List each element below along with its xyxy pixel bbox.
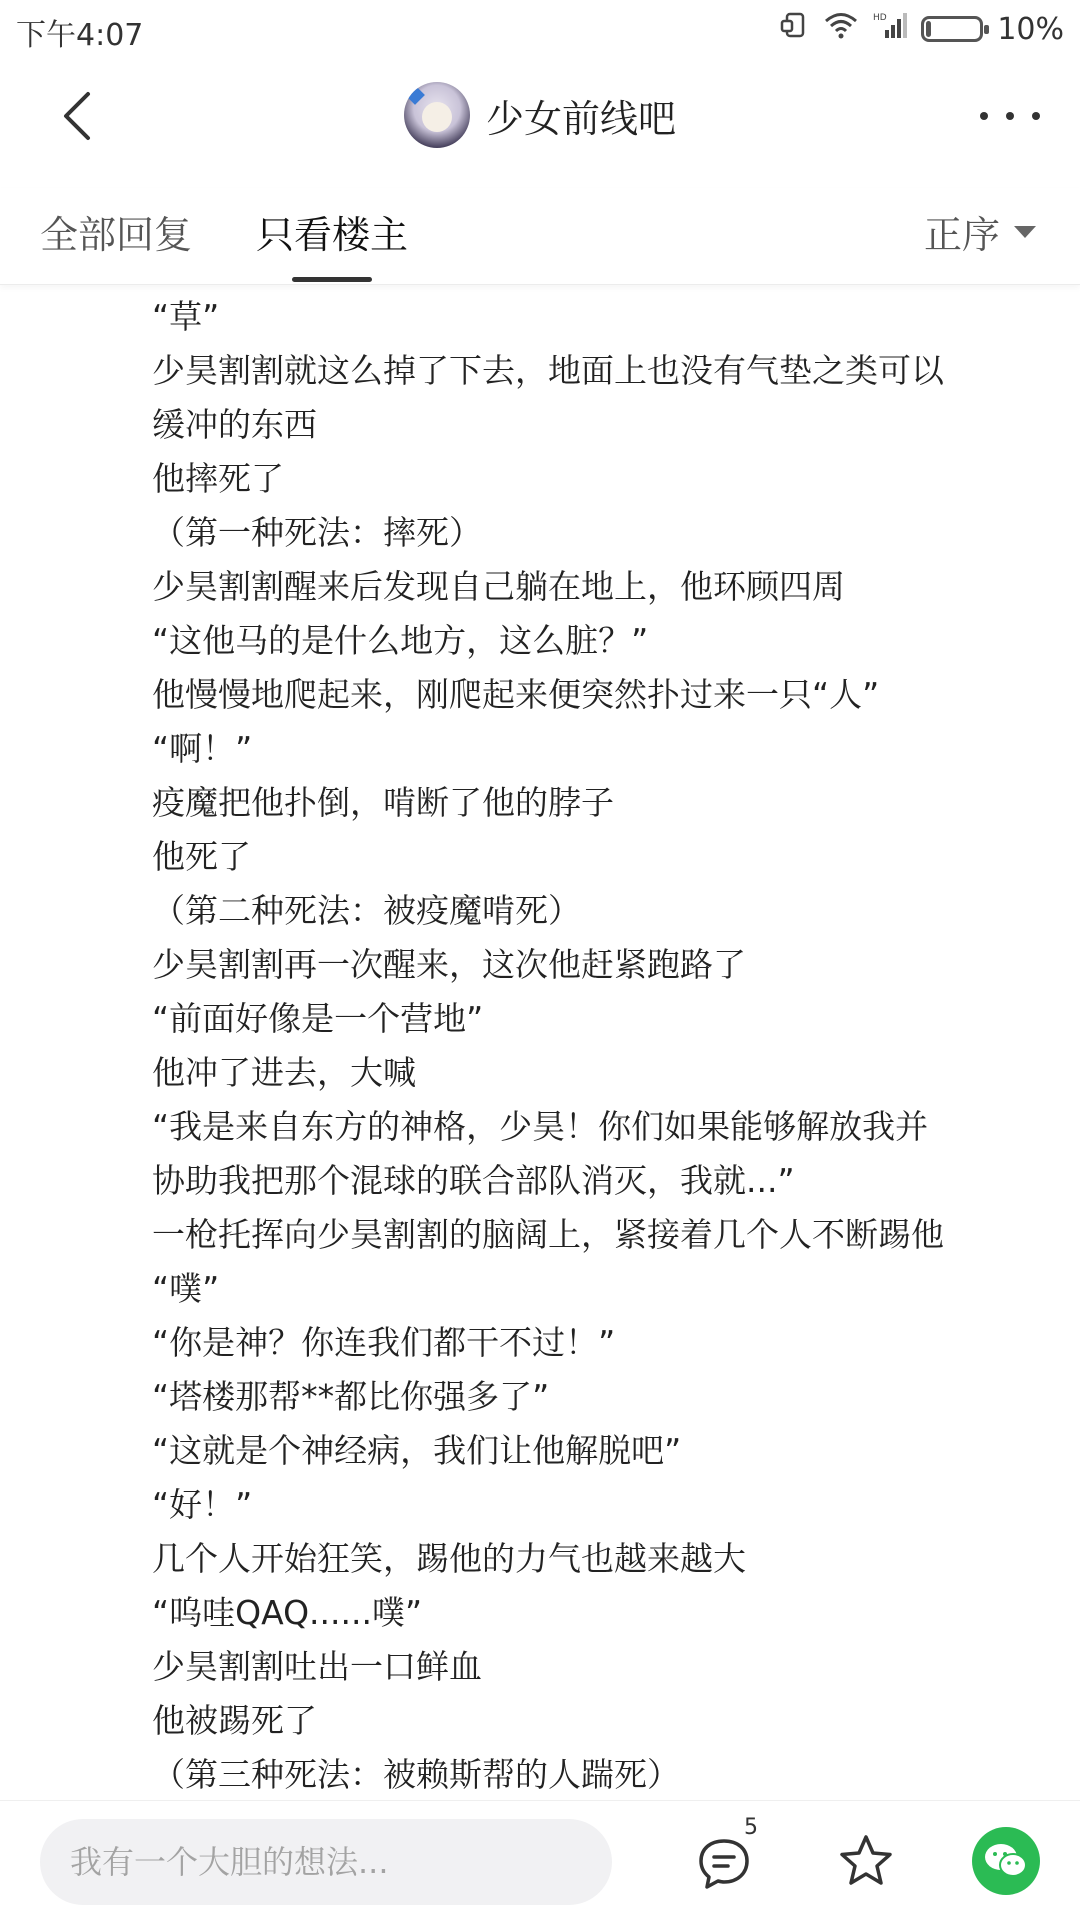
favorite-button[interactable] [836,1831,896,1891]
post-text-line: “这他马的是什么地方，这么脏？” [152,621,649,660]
post-text-line: （第二种死法：被疫魔啃死） [152,891,581,930]
screen-rotate-icon [779,10,809,48]
nav-bar [0,60,1080,172]
wechat-share-button[interactable] [972,1827,1040,1895]
post-text-line: 他被踢死了 [152,1701,317,1740]
comment-button[interactable] [694,1833,754,1893]
caret-down-icon [1014,226,1036,238]
post-text-line: “草” [152,297,220,336]
post-text-line: “前面好像是一个营地” [152,999,484,1038]
post-text-line: 几个人开始狂笑，踢他的力气也越来越大 [152,1539,746,1578]
post-text-line: 疫魔把他扑倒，啃断了他的脖子 [152,783,614,822]
status-time: 下午4:07 [16,18,144,53]
post-text-line: 缓冲的东西 [152,405,317,444]
comment-count: 5 [744,1815,758,1840]
tab-bar [0,188,1080,285]
post-text-line: 他慢慢地爬起来，刚爬起来便突然扑过来一只“人” [152,675,880,714]
post-text-line: 他摔死了 [152,459,284,498]
post-text-line: “这就是个神经病，我们让他解脱吧” [152,1431,682,1470]
post-text-line: 他冲了进去，大喊 [152,1053,416,1092]
post-text-line: “啊！” [152,729,253,768]
page-title: 少女前线吧 [485,96,676,141]
more-dot-icon [1006,112,1014,120]
post-text-line: “好！” [152,1485,253,1524]
active-tab-indicator [292,277,372,282]
forum-title-group[interactable] [0,82,1080,148]
more-button[interactable] [980,86,1040,146]
post-content [152,290,1052,1802]
sort-dropdown[interactable] [924,204,1036,259]
tab-all-replies[interactable]: 全部回复 [40,213,193,257]
post-text-line: （第三种死法：被赖斯帮的人踹死） [152,1755,680,1794]
reply-input[interactable] [40,1819,612,1905]
battery-percent: 10% [997,11,1064,47]
status-bar [0,0,1080,56]
comment-icon [694,1833,754,1893]
forum-avatar [404,82,470,148]
wechat-icon [982,1840,1030,1882]
post-text-line: 少昊割割再一次醒来，这次他赶紧跑路了 [152,945,746,984]
more-dot-icon [1032,112,1040,120]
post-text-line: （第一种死法：摔死） [152,513,482,552]
post-text-line: “你是神？你连我们都干不过！” [152,1323,616,1362]
post-text-line: 他死了 [152,837,251,876]
post-text-line: “塔楼那帮**都比你强多了” [152,1377,550,1416]
post-text-line: 少昊割割吐出一口鲜血 [152,1647,482,1686]
tab-owner-only[interactable]: 只看楼主 [256,213,409,257]
hd-label: HD [873,13,888,23]
wifi-icon [823,10,859,48]
battery-fill [926,21,931,37]
post-text-line: 一枪托挥向少昊割割的脑阔上，紧接着几个人不断踢他 [152,1215,944,1254]
post-text-line: “噗” [152,1269,220,1308]
battery-icon [921,16,983,42]
star-icon [836,1831,896,1891]
post-text-line: “我是来自东方的神格，少昊！你们如果能够解放我并 [152,1107,929,1146]
post-text-line: “呜哇QAQ......噗” [152,1593,423,1632]
post-text-line: 少昊割割就这么掉了下去，地面上也没有气垫之类可以 [152,351,944,390]
post-text-line: 少昊割割醒来后发现自己躺在地上，他环顾四周 [152,567,845,606]
more-dot-icon [980,112,988,120]
cellular-signal-icon [873,10,907,48]
status-right [779,10,1064,48]
sort-label: 正序 [923,213,1000,257]
post-text-line: 协助我把那个混球的联合部队消灭，我就...” [152,1161,795,1200]
bottom-bar [0,1800,1080,1921]
